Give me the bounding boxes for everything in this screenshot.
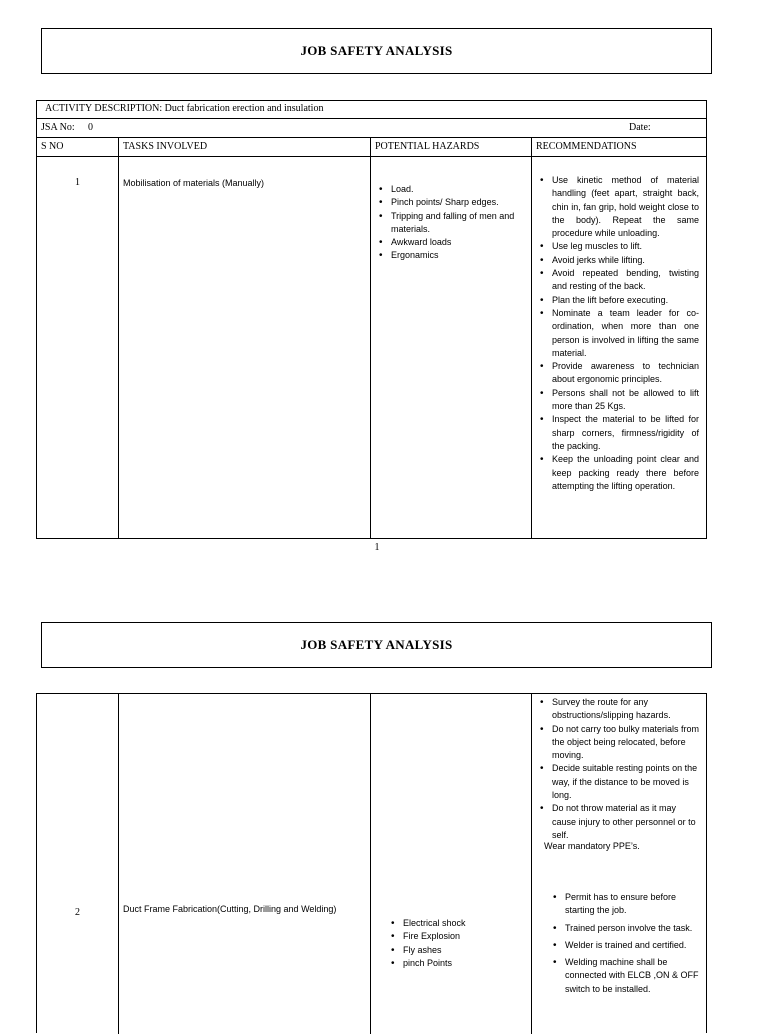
hazard-item: • Fly ashes bbox=[387, 944, 527, 957]
hazards-list-2 bbox=[387, 917, 527, 970]
recommendation-item: • Persons shall not be allowed to lift more than 25 Kgs. bbox=[536, 387, 699, 414]
hazard-item: • Fire Explosion bbox=[387, 930, 527, 943]
hazards-list bbox=[375, 183, 525, 263]
header-sno: S NO bbox=[41, 141, 64, 152]
header-tasks: TASKS INVOLVED bbox=[123, 141, 208, 152]
row2-sno: 2 bbox=[75, 907, 80, 918]
date-label: Date: bbox=[629, 122, 651, 133]
row-task: Mobilisation of materials (Manually) bbox=[123, 178, 265, 188]
hazard-item: • Electrical shock bbox=[387, 917, 527, 930]
recommendation-item: • Inspect the material to be lifted for sharp corners, firmness/rigidity of the packing. bbox=[536, 413, 699, 453]
recommendation-item: • Decide suitable resting points on the way, if the distance to be moved is long. bbox=[536, 762, 701, 802]
hazard-item: • Pinch points/ Sharp edges. bbox=[375, 196, 525, 209]
header-recommendations: RECOMMENDATIONS bbox=[536, 141, 637, 152]
recommendation-item: • Keep the unloading point clear and keep packing ready there before attempting the lifting operation. bbox=[536, 453, 699, 493]
recommendation-item: • Avoid jerks while lifting. bbox=[536, 254, 699, 267]
hazard-item: • pinch Points bbox=[387, 957, 527, 970]
recommendation-item: • Use kinetic method of material handling (feet apart, straight back, chin in, fan grip, hold weight close to the body). Repeat the same procedure while unloading. bbox=[536, 174, 699, 240]
hazard-item: • Tripping and falling of men and materials. bbox=[375, 210, 525, 237]
jsa-table-page2 bbox=[36, 693, 707, 1033]
jsa-no-value: 0 bbox=[88, 122, 93, 133]
recommendation-item: • Survey the route for any obstructions/slipping hazards. bbox=[536, 696, 701, 723]
recommendations-continued-list bbox=[536, 696, 701, 842]
row-sno: 1 bbox=[75, 177, 80, 188]
row2-task: Duct Frame Fabrication(Cutting, Drilling and Welding) bbox=[123, 904, 337, 914]
jsa-no-label: JSA No: bbox=[41, 122, 75, 133]
recommendation-item: • Do not throw material as it may cause injury to other personnel or to self. bbox=[536, 802, 701, 842]
activity-description: ACTIVITY DESCRIPTION: Duct fabrication erection and insulation bbox=[45, 103, 324, 114]
recommendation-item: • Do not carry too bulky materials from the object being relocated, before moving. bbox=[536, 723, 701, 763]
page2-title bbox=[41, 622, 712, 668]
jsa-table-page1 bbox=[36, 100, 707, 539]
page1-title-text: JOB SAFETY ANALYSIS bbox=[300, 43, 453, 58]
hazard-item: • Ergonamics bbox=[375, 249, 525, 262]
hazard-item: • Awkward loads bbox=[375, 236, 525, 249]
recommendation-item: • Use leg muscles to lift. bbox=[536, 240, 699, 253]
recommendation-item: • Trained person involve the task. bbox=[549, 922, 704, 935]
recommendation-item: • Nominate a team leader for co-ordination, when more than one person is involved in lifting the same material. bbox=[536, 307, 699, 360]
page2-title-text: JOB SAFETY ANALYSIS bbox=[300, 637, 453, 652]
ppe-note: Wear mandatory PPE’s. bbox=[544, 841, 640, 851]
page-number: 1 bbox=[374, 542, 380, 553]
recommendation-item: • Welding machine shall be connected with ELCB ,ON & OFF switch to be installed. bbox=[549, 956, 704, 996]
recommendation-item: • Plan the lift before executing. bbox=[536, 294, 699, 307]
hazard-item: • Load. bbox=[375, 183, 525, 196]
recommendation-item: • Avoid repeated bending, twisting and resting of the back. bbox=[536, 267, 699, 294]
recommendation-item: • Provide awareness to technician about ergonomic principles. bbox=[536, 360, 699, 387]
recommendations-list-2 bbox=[549, 891, 704, 996]
header-hazards: POTENTIAL HAZARDS bbox=[375, 141, 480, 152]
recommendations-list bbox=[536, 174, 699, 493]
recommendation-item: • Welder is trained and certified. bbox=[549, 939, 704, 952]
page1-title bbox=[41, 28, 712, 74]
recommendation-item: • Permit has to ensure before starting the job. bbox=[549, 891, 704, 918]
